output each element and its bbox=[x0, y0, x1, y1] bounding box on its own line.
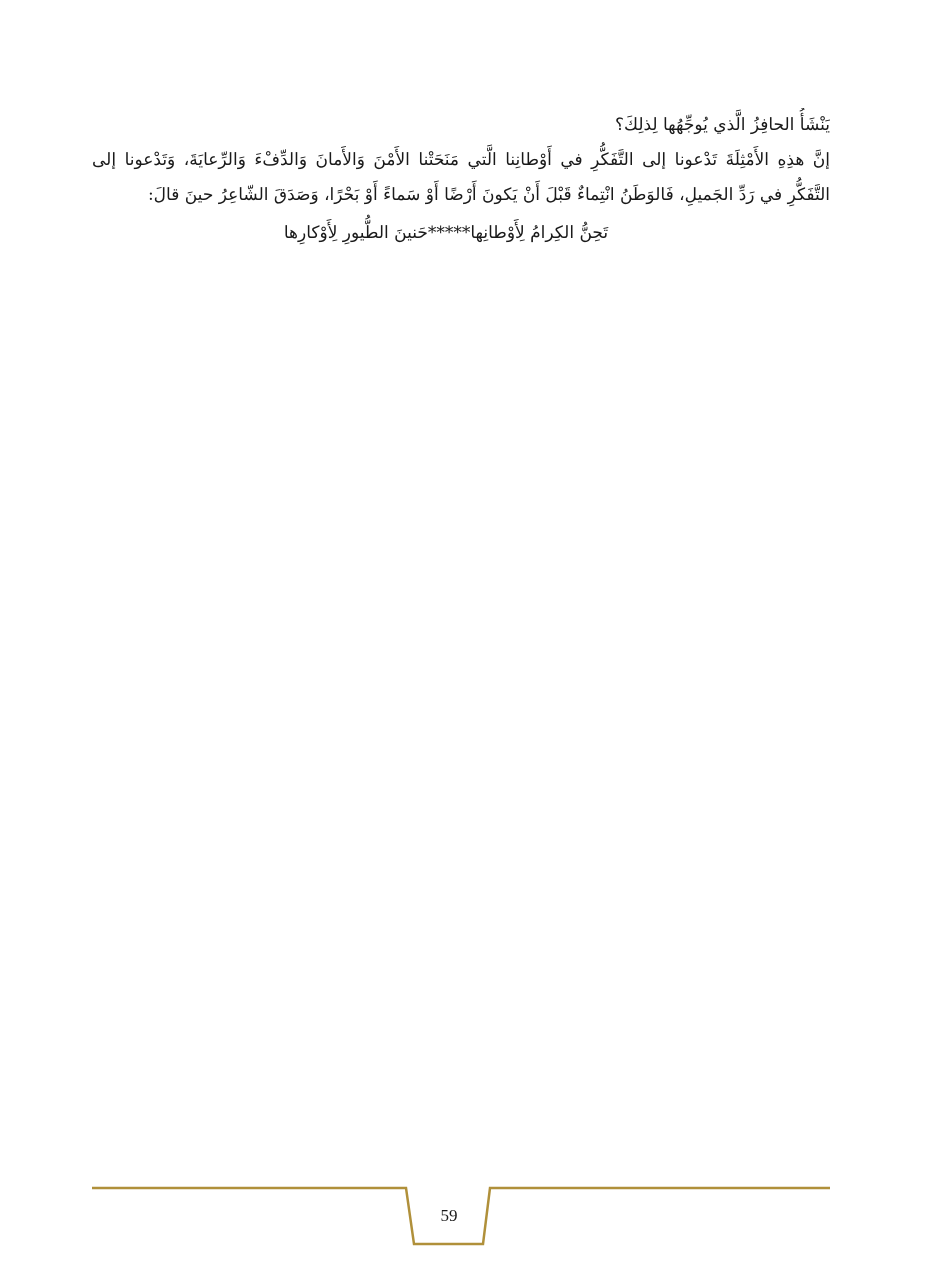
page-body bbox=[92, 108, 830, 251]
question-line: يَنْشَأُ الحافِزُ الَّذي يُوجِّهُها لِذلِكَ؟ bbox=[614, 115, 830, 135]
body-paragraph: إنَّ هذِهِ الأَمْثِلَةَ تَدْعونا إلى التَّفَكُّرِ في أَوْطانِنا الَّتي مَنَحَتْنا الأَمْنَ وَالأَمانَ وَالدِّفْءَ وَالرِّعايَةَ، وَتَدْعونا إلى التَّفَكُّرِ في رَدِّ الجَميلِ، فَالوَطَنُ انْتِماءٌ قَبْلَ أَنْ يَكونَ أَرْضًا أَوْ سَماءً أَوْ بَحْرًا، وَصَدَقَ الشّاعِرُ حينَ قالَ: bbox=[92, 150, 831, 205]
poem-verse: تَحِنُّ الكِرامُ لِأَوْطانِها*****حَنينَ الطُّيورِ لِأَوْكارِها bbox=[283, 223, 609, 243]
page-number: 59 bbox=[440, 1206, 458, 1225]
